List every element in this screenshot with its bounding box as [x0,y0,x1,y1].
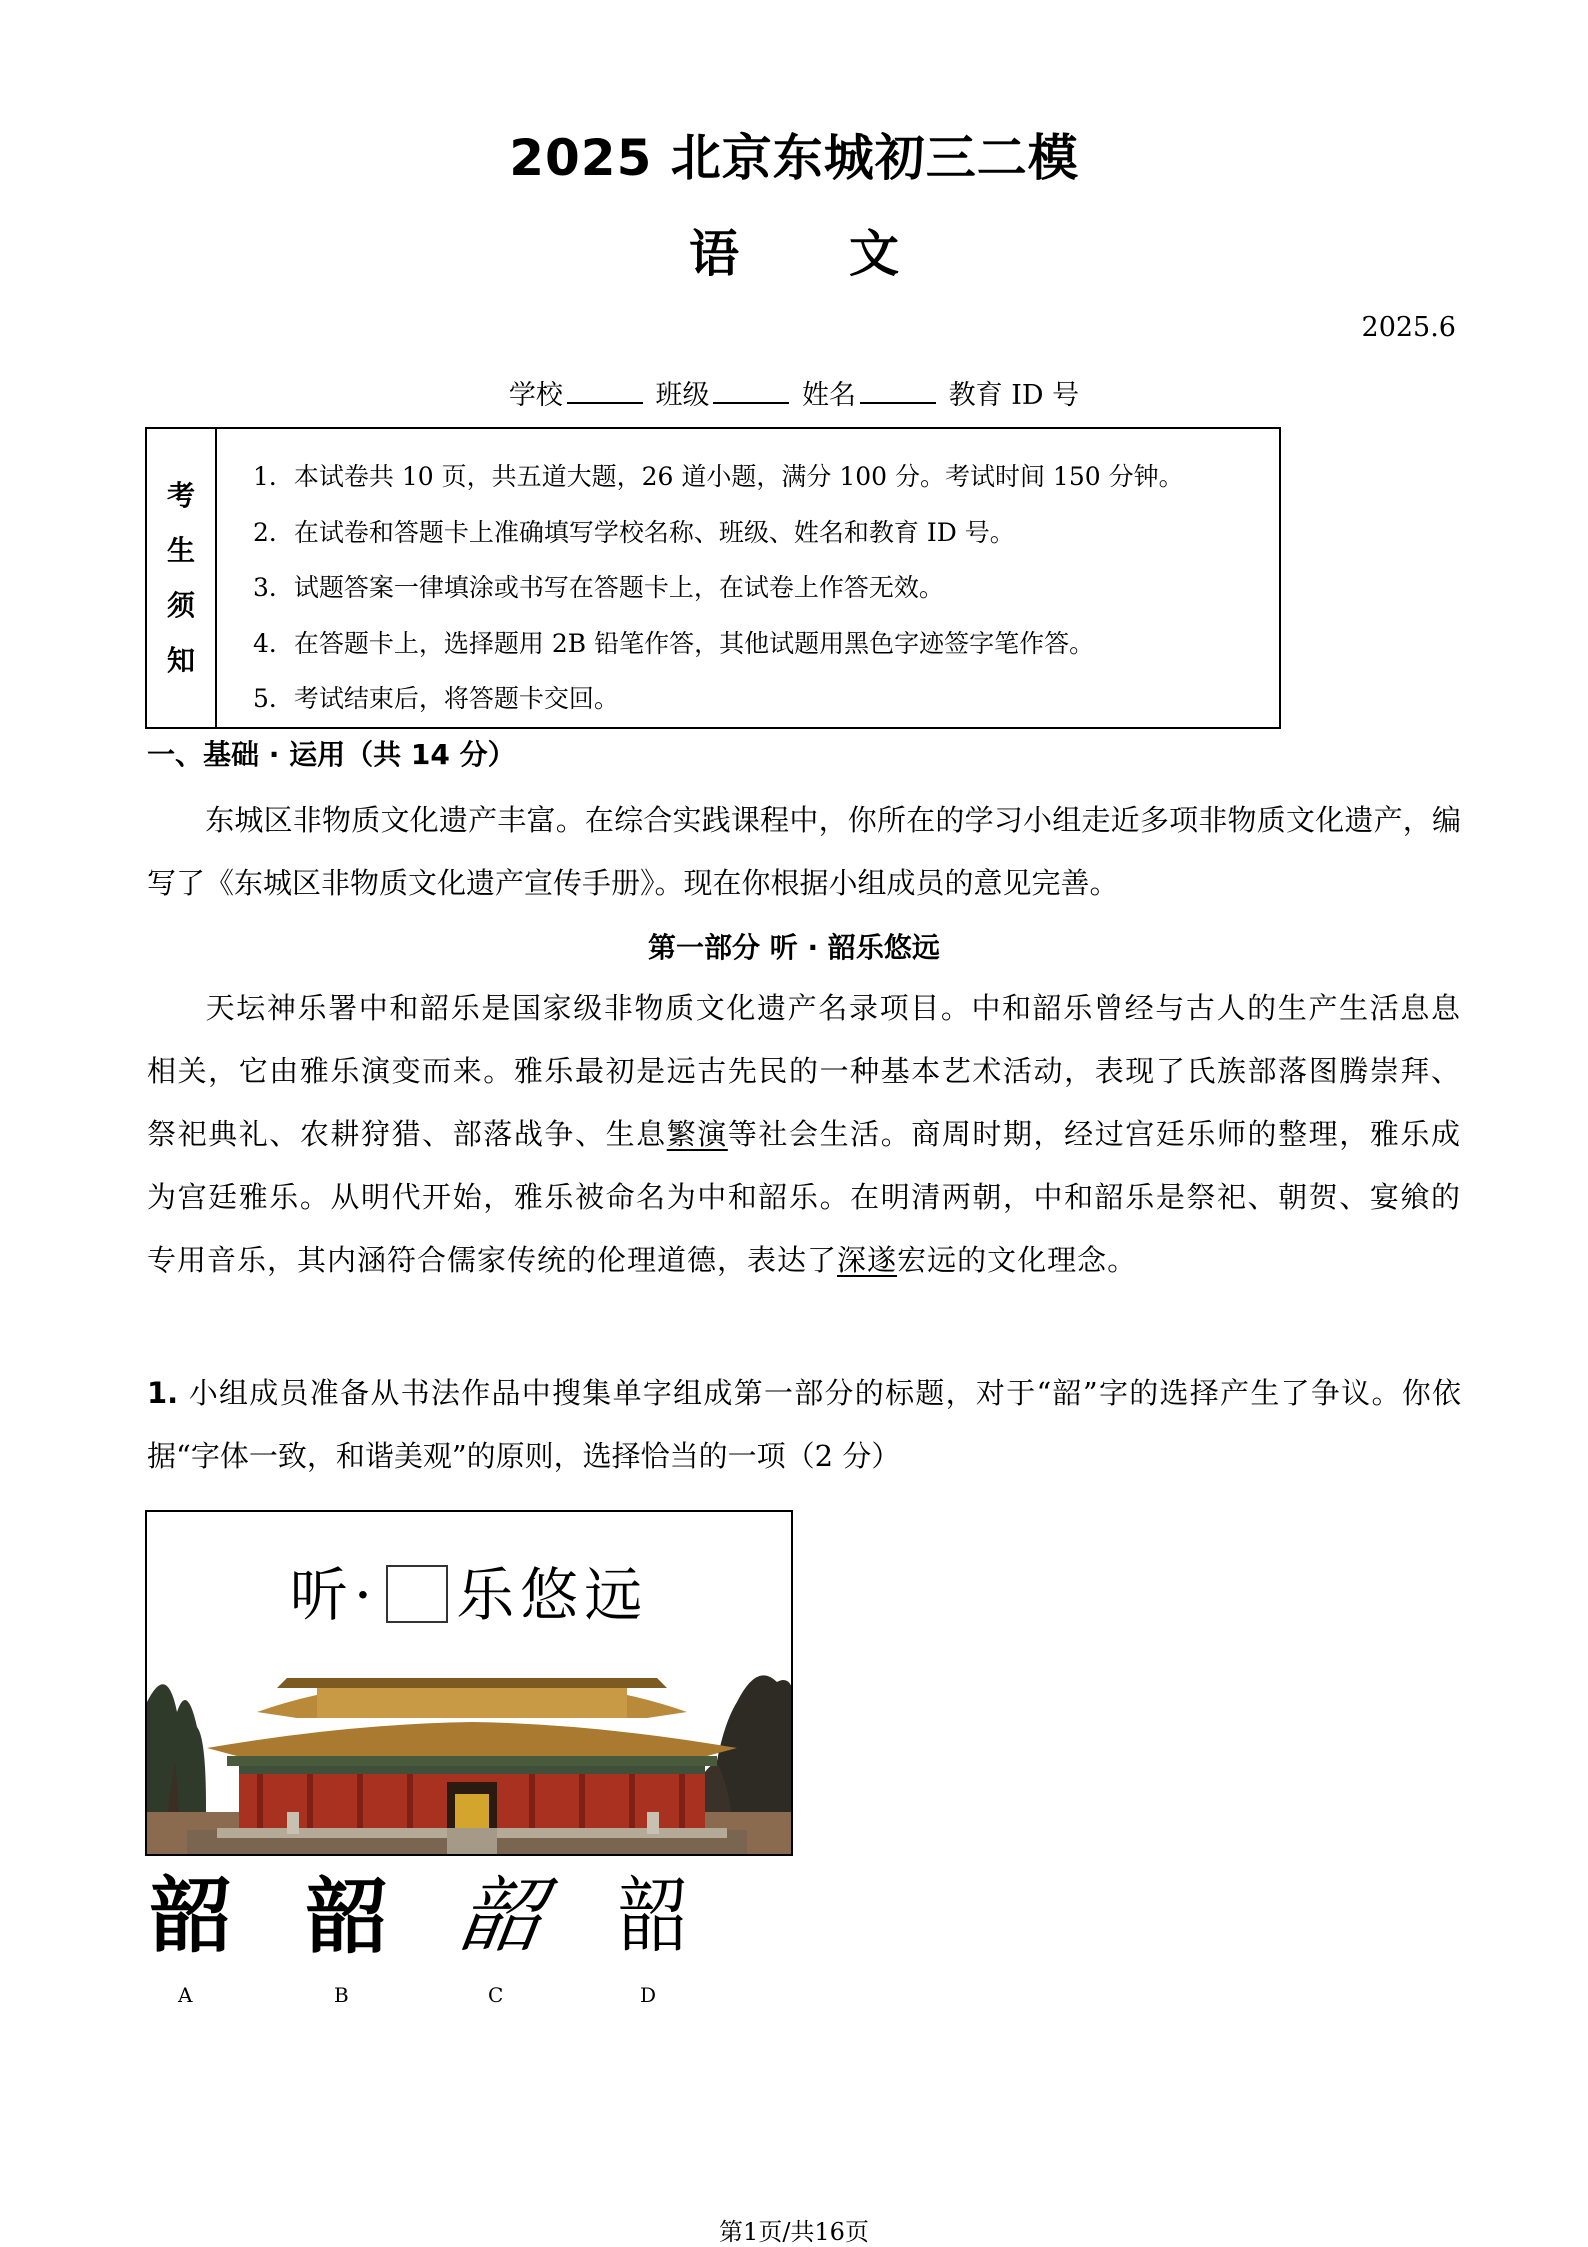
intro-text: 东城区非物质文化遗产丰富。在综合实践课程中，你所在的学习小组走近多项非物质文化遗产，编写了《东城区非物质文化遗产宣传手册》。现在你根据小组成员的意见完善。 [147,803,1461,900]
name-blank [860,378,936,404]
question-text: 小组成员准备从书法作品中搜集单字组成第一部分的标题，对于“韶”字的选择产生了争议。你依据“字体一致，和谐美观”的原则，选择恰当的一项（2 分） [147,1376,1462,1473]
option-a-label: A [178,1983,193,2007]
exam-title: 2025 北京东城初三二模 [509,129,1079,187]
option-c-label: C [488,1983,504,2007]
dotted-char: 狩 · [361,1117,392,1151]
temple-illustration [145,1510,793,1856]
option-b-label: B [334,1983,349,2007]
reading-passage [147,977,1461,1292]
class-blank [713,378,789,404]
page-number: 第1页/共16页 [719,2218,869,2246]
notice-heading-char: 生 [166,534,195,567]
notice-list [253,449,1184,727]
illustration-title-right: 乐悠远 [456,1561,649,1629]
info-label-class: 班级 [655,380,710,411]
question-number: 1. [147,1376,179,1410]
part-heading: 第一部分 听 · 韶乐悠远 [648,931,940,964]
temple-drawing [147,1512,793,1856]
underlined-word: 繁演 [666,1117,728,1151]
notice-heading-char: 须 [166,589,195,622]
notice-item: 5．考试结束后，将答题卡交回。 [253,684,619,713]
illustration-title-left: 听· [289,1561,379,1629]
section-intro [147,789,1461,915]
notice-item: 3．试题答案一律填涂或书写在答题卡上，在试卷上作答无效。 [253,573,944,602]
section-heading: 一、基础 · 运用（共 14 分） [147,738,516,771]
notice-heading-char: 知 [166,644,195,677]
subject-title [0,214,1588,286]
exam-date: 2025.6 [1361,312,1456,343]
passage-text: 等社会生活。商周时期，经过宫廷乐师的整理，雅乐成为宫廷雅乐。从明代开始，雅乐被命名为中和韶乐。在明清两朝，中和韶乐是祭祀、朝贺、宴飨的专用音乐，其内涵 [147,1117,1461,1277]
option-d-label: D [640,1983,657,2007]
notice-item: 1．本试卷共 10 页，共五道大题，26 道小题，满分 100 分。考试时间 150 分钟。 [253,462,1184,491]
student-info-line [0,373,1588,412]
passage-text: 天坛神乐署中和韶乐是国家级非物质文化遗产名录项目。中和韶乐曾经与古人的生产生活息息相关，它由雅乐演变而来。雅乐最初是远古先民的一种基本艺术活动，表现了氏族部落图腾崇拜、祭祀典礼、农耕 [147,991,1461,1151]
info-label-name: 姓名 [802,380,857,411]
notice-item: 2．在试卷和答题卡上准确填写学校名称、班级、姓名和教育 ID 号。 [253,517,1015,547]
passage-text: 宏远的文化理念。 [897,1243,1138,1277]
info-label-school: 学校 [508,380,563,411]
notice-heading [147,429,217,727]
notice-item: 4．在答题卡上，选择题用 2B 铅笔作答，其他试题用黑色字迹签字笔作答。 [253,628,1095,658]
passage-text: 猎、部落战争、生息 [391,1117,667,1151]
question-1 [147,1362,1461,1488]
option-d-glyph[interactable]: 韶 [618,1871,688,1962]
option-b-glyph[interactable]: 韶 [306,1869,389,1965]
school-blank [567,378,643,404]
passage-text: 合儒家传统的伦理道德，表达了 [417,1243,838,1277]
underlined-word: 深遂 [837,1243,898,1277]
option-a-glyph[interactable]: 韶 [150,1869,233,1964]
exam-notice-box [145,427,1281,729]
dotted-char: 符 · [387,1243,417,1277]
subject-char: 语 [689,225,739,283]
subject-char: 文 [849,225,899,283]
info-label-id: 教育 ID 号 [948,380,1080,411]
option-c-glyph[interactable]: 韶 [453,1869,549,1964]
notice-heading-char: 考 [166,479,195,512]
